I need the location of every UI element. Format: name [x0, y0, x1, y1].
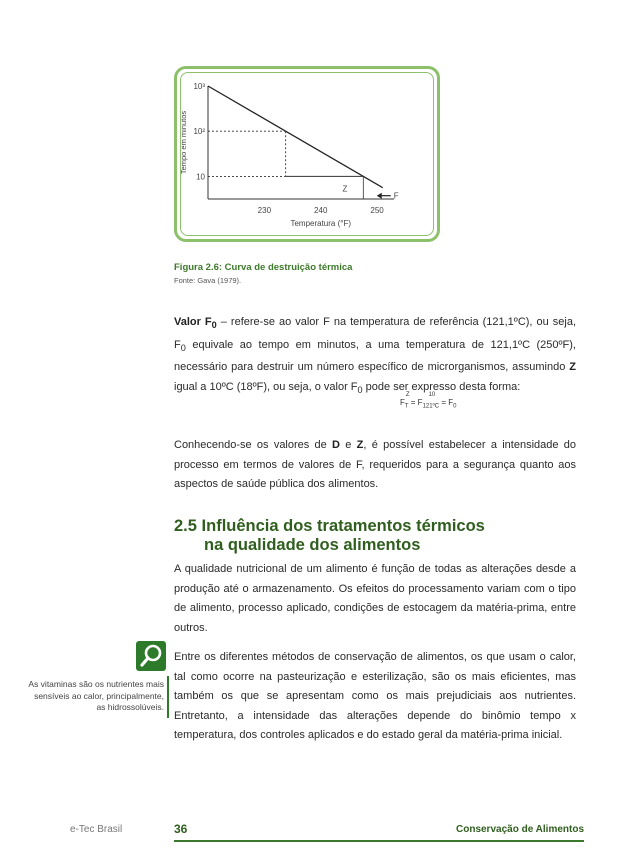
y-tick-label: 10³ — [193, 82, 205, 91]
section-number: 2.5 — [174, 517, 197, 535]
dz-text-3: , é possível estabelecer a intensidade do processo em termos de valores de F, requeridos para a segurança quanto aos aspectos de saúde pública dos alimentos. — [174, 439, 576, 490]
y-tick-label: 10² — [193, 127, 205, 137]
x-axis-label: Temperatura (°F) — [290, 219, 352, 228]
term-sub: 0 — [211, 320, 217, 331]
formula-sub-121: 121ºC — [422, 403, 440, 410]
x-tick-label: 230 — [257, 206, 272, 215]
y-tick-label: 10 — [196, 172, 205, 182]
paragraph-quality: A qualidade nutricional de um alimento é função de todas as alterações desde a produção até o armazenamento. Os efeitos do processamento variam com o tipo de alimento, processo aplicado, condições de estocagem da matéria-prima, entre outros. — [174, 563, 576, 634]
formula-sup-z: Z — [405, 392, 410, 398]
f0-sub-1: 0 — [180, 342, 186, 353]
formula-f: F — [400, 398, 405, 407]
f0-text-4: pode ser expresso desta forma: — [362, 380, 521, 393]
figure-source: Fonte: Gava (1979). — [174, 276, 242, 285]
x-tick-label: 250 — [370, 206, 384, 215]
formula-eq2: = F — [439, 398, 454, 407]
paragraph-valor-f0 — [174, 313, 576, 401]
side-note-bar — [167, 676, 169, 718]
y-axis-label: Tempo em minutos — [179, 110, 188, 175]
paragraph-methods: Entre os diferentes métodos de conservação de alimentos, os que usam o calor, tal como ocorre na pasteurização e esterilização, são os mais eficientes, mas também os que se apresentam como os mais prejudiciais aos nutrientes. Entretanto, a intensidade das alterações depende do binômio tempo x temperatura, dos controles aplicados e do estado geral da matéria-prima inicial. — [174, 651, 576, 741]
thermal-destruction-chart — [174, 66, 440, 242]
formula-sub-0: 0 — [453, 403, 457, 410]
f0-sub-2: 0 — [357, 385, 363, 396]
figure-caption: Figura 2.6: Curva de destruição térmica — [174, 262, 353, 273]
footer-brand: e-Tec Brasil — [70, 824, 123, 835]
f0-text-3: igual a 10ºC (18ºF), ou seja, o valor F — [174, 380, 358, 393]
formula-sub-t: T — [404, 403, 409, 410]
magnifier-icon — [136, 641, 166, 671]
z-label: Z — [342, 184, 348, 194]
section-title — [174, 517, 584, 555]
f0-text-1: – refere-se ao valor F na temperatura de referência (121,1ºC), ou seja, F — [174, 316, 576, 351]
footer-course-title: Conservação de Alimentos — [456, 824, 585, 835]
section-title-line1: Influência dos tratamentos térmicos — [201, 517, 485, 535]
dz-bold-d: D — [332, 439, 340, 451]
page-number: 36 — [174, 822, 188, 836]
formula-sup-10: 10 — [428, 392, 436, 398]
term-valor-f: Valor F — [174, 316, 212, 328]
dz-bold-z: Z — [356, 439, 364, 451]
formula — [400, 392, 457, 410]
f0-bold-z: Z — [569, 361, 576, 374]
paragraph-d-z — [174, 436, 576, 495]
f-arrow-head — [377, 193, 382, 199]
footer-divider — [174, 840, 584, 842]
dz-text-1: Conhecendo-se os valores de — [174, 439, 333, 451]
f0-text-2: equivale ao tempo em minutos, a uma temperatura de 121,1ºC (250ºF), necessário para destruir um número específico de microrganismos, assumindo — [174, 338, 576, 374]
x-tick-label: 240 — [314, 206, 328, 215]
f-label: F — [393, 191, 399, 201]
destruction-curve-line — [208, 86, 383, 188]
side-note-text: As vitaminas são os nutrientes mais sensíveis ao calor, principalmente, as hidrossolúveis. — [28, 679, 164, 712]
dz-text-2: e — [340, 439, 357, 451]
section-title-line2: na qualidade dos alimentos — [204, 536, 421, 554]
formula-eq1: = F — [408, 398, 423, 407]
figure-frame — [174, 66, 440, 242]
